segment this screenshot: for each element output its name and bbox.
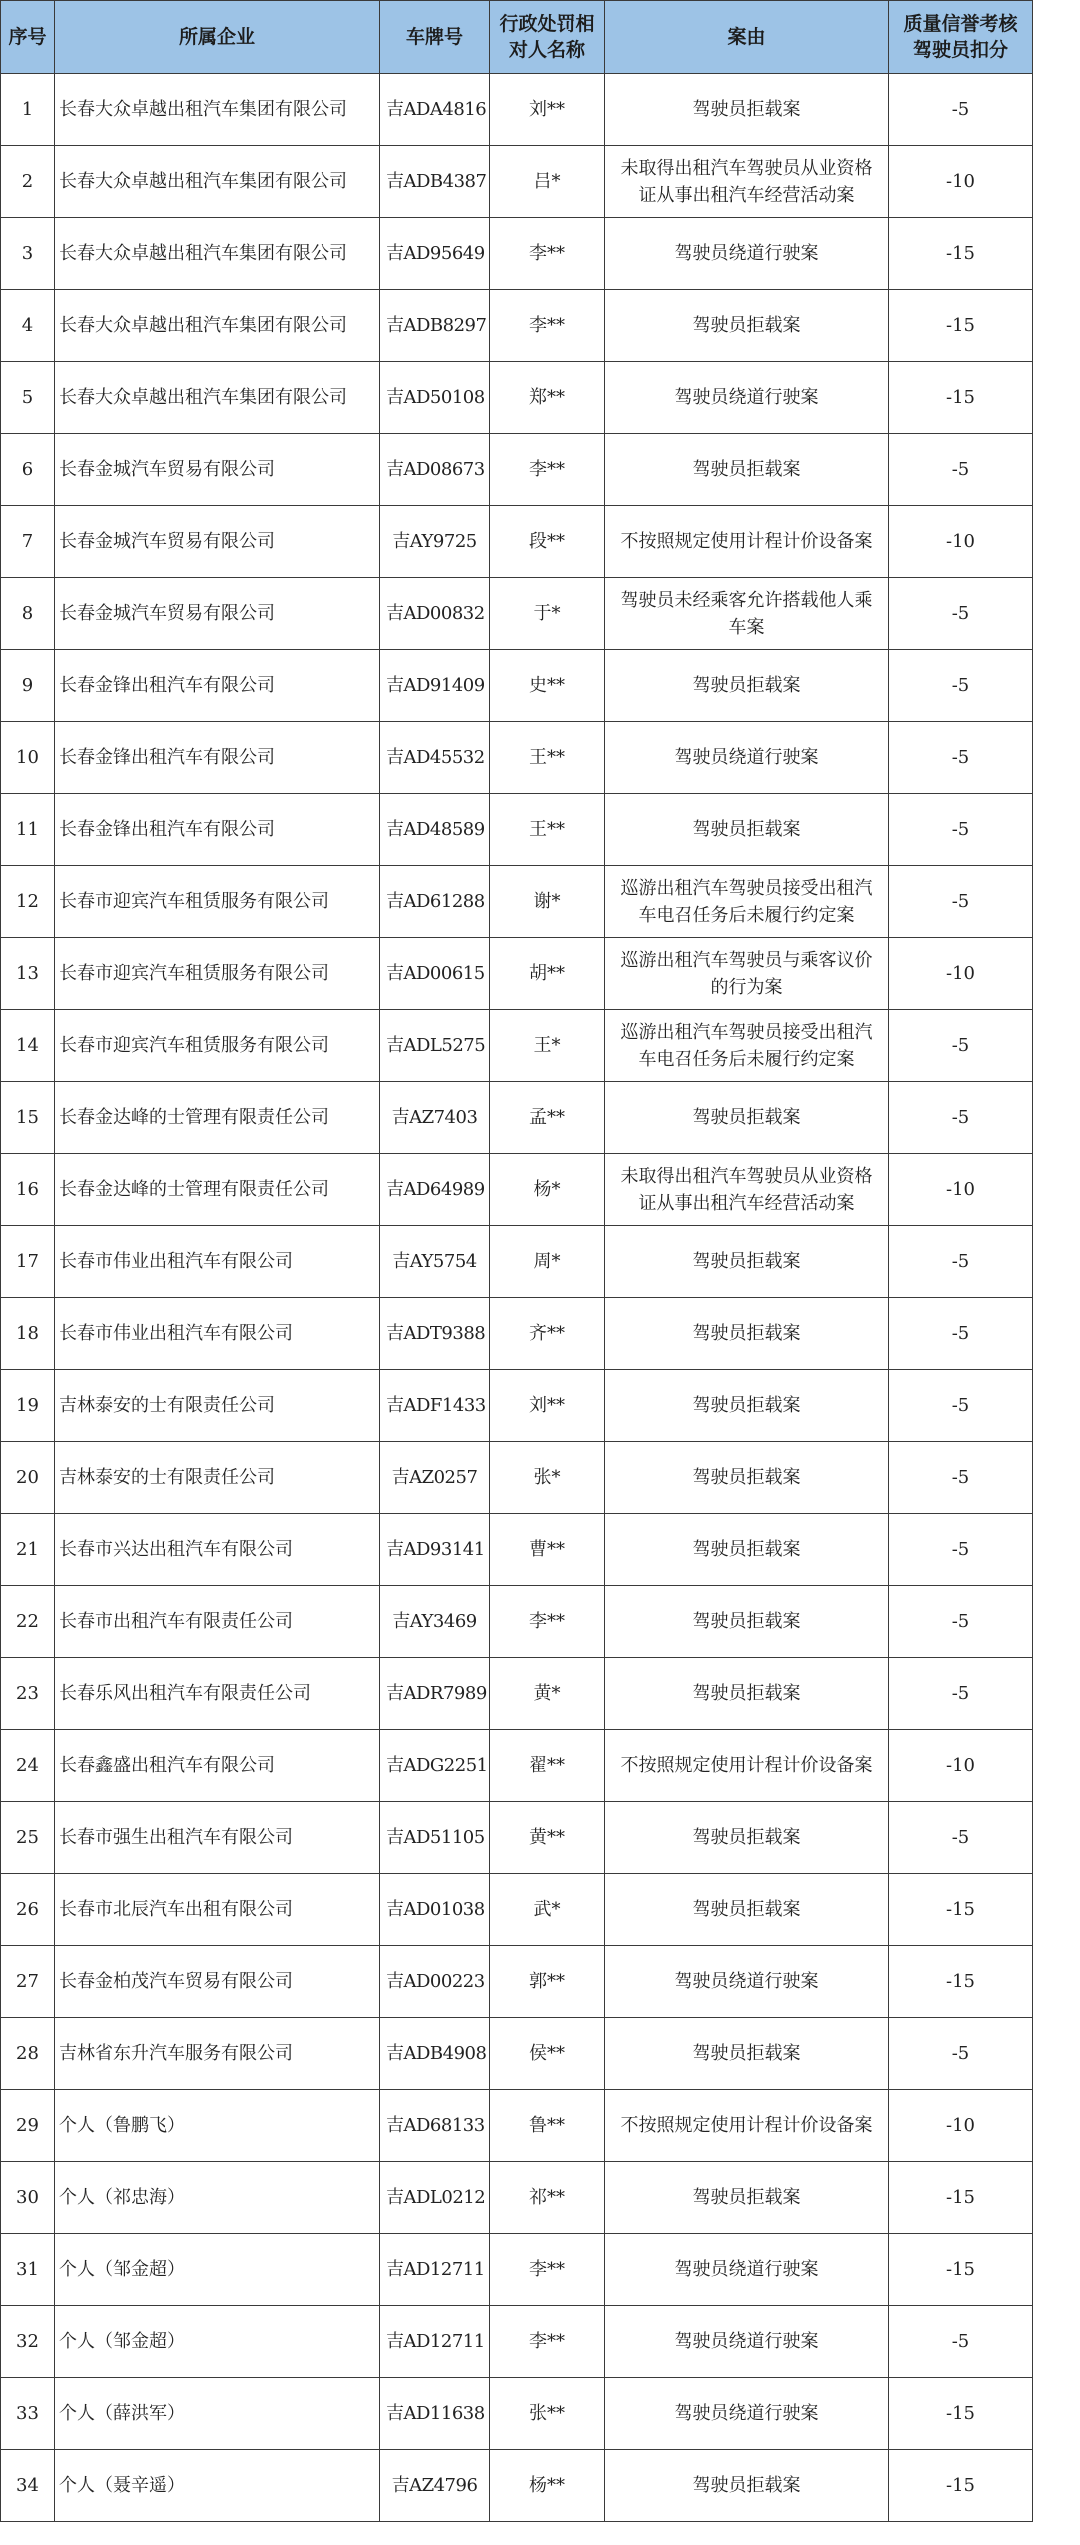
company-name: 长春金锋出租汽车有限公司: [55, 794, 380, 866]
case-reason: 驾驶员拒载案: [605, 1298, 889, 1370]
table-row: [1, 506, 1033, 578]
deduction-points: -5: [889, 1658, 1033, 1730]
deduction-points: -15: [889, 362, 1033, 434]
row-index: 30: [1, 2162, 55, 2234]
plate-number: 吉AD93141: [380, 1514, 490, 1586]
company-name: 个人（邹金超）: [55, 2234, 380, 2306]
party-name: 杨*: [490, 1154, 605, 1226]
party-name: 王*: [490, 1010, 605, 1082]
company-name: 长春市出租汽车有限责任公司: [55, 1586, 380, 1658]
party-name: 祁**: [490, 2162, 605, 2234]
plate-number: 吉AD00615: [380, 938, 490, 1010]
table-row: [1, 1370, 1033, 1442]
table-row: [1, 2234, 1033, 2306]
company-name: 长春金城汽车贸易有限公司: [55, 434, 380, 506]
plate-number: 吉AD45532: [380, 722, 490, 794]
table-row: [1, 650, 1033, 722]
plate-number: 吉AY5754: [380, 1226, 490, 1298]
deduction-points: -5: [889, 1010, 1033, 1082]
case-reason: 驾驶员绕道行驶案: [605, 2234, 889, 2306]
plate-number: 吉AZ7403: [380, 1082, 490, 1154]
deduction-points: -5: [889, 1370, 1033, 1442]
table-row: [1, 2162, 1033, 2234]
party-name: 于*: [490, 578, 605, 650]
plate-number: 吉AD00832: [380, 578, 490, 650]
company-name: 长春金城汽车贸易有限公司: [55, 506, 380, 578]
company-name: 长春大众卓越出租汽车集团有限公司: [55, 74, 380, 146]
company-name: 长春市伟业出租汽车有限公司: [55, 1298, 380, 1370]
row-index: 15: [1, 1082, 55, 1154]
case-reason: 驾驶员绕道行驶案: [605, 218, 889, 290]
party-name: 武*: [490, 1874, 605, 1946]
row-index: 16: [1, 1154, 55, 1226]
row-index: 17: [1, 1226, 55, 1298]
case-reason: 驾驶员拒载案: [605, 2450, 889, 2522]
party-name: 侯**: [490, 2018, 605, 2090]
party-name: 李**: [490, 434, 605, 506]
table-row: [1, 1946, 1033, 2018]
deduction-points: -5: [889, 1226, 1033, 1298]
table-row: [1, 578, 1033, 650]
table-row: [1, 2306, 1033, 2378]
header-party: 行政处罚相对人名称: [490, 1, 605, 74]
deduction-points: -5: [889, 866, 1033, 938]
case-reason: 未取得出租汽车驾驶员从业资格证从事出租汽车经营活动案: [605, 1154, 889, 1226]
row-index: 12: [1, 866, 55, 938]
table-row: [1, 2018, 1033, 2090]
table-row: [1, 722, 1033, 794]
party-name: 杨**: [490, 2450, 605, 2522]
table-row: [1, 290, 1033, 362]
deduction-points: -5: [889, 578, 1033, 650]
company-name: 长春金达峰的士管理有限责任公司: [55, 1154, 380, 1226]
table-row: [1, 146, 1033, 218]
case-reason: 驾驶员拒载案: [605, 1514, 889, 1586]
case-reason: 巡游出租汽车驾驶员接受出租汽车电召任务后未履行约定案: [605, 1010, 889, 1082]
row-index: 10: [1, 722, 55, 794]
plate-number: 吉AZ0257: [380, 1442, 490, 1514]
row-index: 32: [1, 2306, 55, 2378]
party-name: 李**: [490, 2306, 605, 2378]
company-name: 吉林泰安的士有限责任公司: [55, 1442, 380, 1514]
table-row: [1, 938, 1033, 1010]
case-reason: 驾驶员未经乘客允许搭载他人乘车案: [605, 578, 889, 650]
row-index: 18: [1, 1298, 55, 1370]
deduction-points: -15: [889, 290, 1033, 362]
table-row: [1, 866, 1033, 938]
deduction-points: -5: [889, 650, 1033, 722]
table-row: [1, 2378, 1033, 2450]
party-name: 黄*: [490, 1658, 605, 1730]
party-name: 刘**: [490, 1370, 605, 1442]
case-reason: 驾驶员拒载案: [605, 2162, 889, 2234]
plate-number: 吉AD50108: [380, 362, 490, 434]
plate-number: 吉AD68133: [380, 2090, 490, 2162]
plate-number: 吉ADG2251: [380, 1730, 490, 1802]
row-index: 25: [1, 1802, 55, 1874]
row-index: 29: [1, 2090, 55, 2162]
party-name: 鲁**: [490, 2090, 605, 2162]
table-row: [1, 1730, 1033, 1802]
case-reason: 驾驶员拒载案: [605, 1442, 889, 1514]
party-name: 李**: [490, 290, 605, 362]
table-row: [1, 1658, 1033, 1730]
company-name: 长春乐风出租汽车有限责任公司: [55, 1658, 380, 1730]
company-name: 个人（邹金超）: [55, 2306, 380, 2378]
plate-number: 吉ADT9388: [380, 1298, 490, 1370]
header-plate: 车牌号: [380, 1, 490, 74]
table-row: [1, 362, 1033, 434]
company-name: 长春鑫盛出租汽车有限公司: [55, 1730, 380, 1802]
party-name: 翟**: [490, 1730, 605, 1802]
deduction-points: -5: [889, 74, 1033, 146]
header-reason: 案由: [605, 1, 889, 74]
case-reason: 驾驶员拒载案: [605, 1082, 889, 1154]
header-index: 序号: [1, 1, 55, 74]
row-index: 7: [1, 506, 55, 578]
table-row: [1, 2090, 1033, 2162]
table-row: [1, 1226, 1033, 1298]
row-index: 26: [1, 1874, 55, 1946]
party-name: 段**: [490, 506, 605, 578]
row-index: 19: [1, 1370, 55, 1442]
plate-number: 吉AD12711: [380, 2234, 490, 2306]
plate-number: 吉AD12711: [380, 2306, 490, 2378]
case-reason: 驾驶员拒载案: [605, 794, 889, 866]
case-reason: 驾驶员绕道行驶案: [605, 722, 889, 794]
table-row: [1, 1874, 1033, 1946]
company-name: 长春金锋出租汽车有限公司: [55, 722, 380, 794]
deduction-points: -5: [889, 1586, 1033, 1658]
company-name: 长春金达峰的士管理有限责任公司: [55, 1082, 380, 1154]
deduction-points: -10: [889, 2090, 1033, 2162]
case-reason: 驾驶员绕道行驶案: [605, 362, 889, 434]
row-index: 11: [1, 794, 55, 866]
company-name: 长春大众卓越出租汽车集团有限公司: [55, 218, 380, 290]
table-row: [1, 1802, 1033, 1874]
row-index: 8: [1, 578, 55, 650]
header-deduction: 质量信誉考核驾驶员扣分: [889, 1, 1033, 74]
plate-number: 吉AD01038: [380, 1874, 490, 1946]
case-reason: 驾驶员拒载案: [605, 1802, 889, 1874]
row-index: 9: [1, 650, 55, 722]
plate-number: 吉AD64989: [380, 1154, 490, 1226]
header-row: [1, 1, 1033, 74]
deduction-points: -15: [889, 2234, 1033, 2306]
row-index: 31: [1, 2234, 55, 2306]
plate-number: 吉ADA4816: [380, 74, 490, 146]
row-index: 3: [1, 218, 55, 290]
row-index: 27: [1, 1946, 55, 2018]
case-reason: 驾驶员拒载案: [605, 434, 889, 506]
party-name: 刘**: [490, 74, 605, 146]
party-name: 黄**: [490, 1802, 605, 1874]
plate-number: 吉AD08673: [380, 434, 490, 506]
table-row: [1, 434, 1033, 506]
row-index: 5: [1, 362, 55, 434]
plate-number: 吉AD48589: [380, 794, 490, 866]
party-name: 周*: [490, 1226, 605, 1298]
table-row: [1, 74, 1033, 146]
row-index: 6: [1, 434, 55, 506]
party-name: 张**: [490, 2378, 605, 2450]
deduction-points: -5: [889, 1802, 1033, 1874]
row-index: 14: [1, 1010, 55, 1082]
case-reason: 未取得出租汽车驾驶员从业资格证从事出租汽车经营活动案: [605, 146, 889, 218]
row-index: 22: [1, 1586, 55, 1658]
deduction-points: -5: [889, 794, 1033, 866]
party-name: 郭**: [490, 1946, 605, 2018]
plate-number: 吉ADF1433: [380, 1370, 490, 1442]
company-name: 长春市伟业出租汽车有限公司: [55, 1226, 380, 1298]
company-name: 长春市北辰汽车出租有限公司: [55, 1874, 380, 1946]
case-reason: 驾驶员绕道行驶案: [605, 1946, 889, 2018]
table-header: [1, 1, 1033, 74]
party-name: 郑**: [490, 362, 605, 434]
plate-number: 吉AD51105: [380, 1802, 490, 1874]
party-name: 李**: [490, 1586, 605, 1658]
deduction-points: -15: [889, 1874, 1033, 1946]
deduction-points: -5: [889, 434, 1033, 506]
table-row: [1, 218, 1033, 290]
plate-number: 吉ADR7989: [380, 1658, 490, 1730]
plate-number: 吉AD95649: [380, 218, 490, 290]
case-reason: 驾驶员拒载案: [605, 650, 889, 722]
deduction-points: -15: [889, 2162, 1033, 2234]
company-name: 长春大众卓越出租汽车集团有限公司: [55, 362, 380, 434]
company-name: 吉林泰安的士有限责任公司: [55, 1370, 380, 1442]
plate-number: 吉ADB8297: [380, 290, 490, 362]
party-name: 李**: [490, 218, 605, 290]
row-index: 4: [1, 290, 55, 362]
case-reason: 驾驶员拒载案: [605, 1370, 889, 1442]
deduction-points: -5: [889, 2306, 1033, 2378]
company-name: 长春大众卓越出租汽车集团有限公司: [55, 290, 380, 362]
table-row: [1, 1154, 1033, 1226]
party-name: 胡**: [490, 938, 605, 1010]
table-row: [1, 1298, 1033, 1370]
case-reason: 驾驶员拒载案: [605, 1658, 889, 1730]
party-name: 李**: [490, 2234, 605, 2306]
plate-number: 吉AD11638: [380, 2378, 490, 2450]
plate-number: 吉ADB4908: [380, 2018, 490, 2090]
party-name: 孟**: [490, 1082, 605, 1154]
case-reason: 不按照规定使用计程计价设备案: [605, 2090, 889, 2162]
table-row: [1, 1010, 1033, 1082]
case-reason: 驾驶员拒载案: [605, 1874, 889, 1946]
plate-number: 吉AD91409: [380, 650, 490, 722]
deduction-points: -10: [889, 1154, 1033, 1226]
table-row: [1, 1514, 1033, 1586]
deduction-points: -10: [889, 938, 1033, 1010]
case-reason: 驾驶员绕道行驶案: [605, 2378, 889, 2450]
deduction-points: -5: [889, 1298, 1033, 1370]
row-index: 21: [1, 1514, 55, 1586]
company-name: 长春市强生出租汽车有限公司: [55, 1802, 380, 1874]
deduction-points: -15: [889, 218, 1033, 290]
case-reason: 巡游出租汽车驾驶员与乘客议价的行为案: [605, 938, 889, 1010]
row-index: 1: [1, 74, 55, 146]
row-index: 23: [1, 1658, 55, 1730]
table-row: [1, 1082, 1033, 1154]
plate-number: 吉AD61288: [380, 866, 490, 938]
case-reason: 驾驶员拒载案: [605, 2018, 889, 2090]
plate-number: 吉AY9725: [380, 506, 490, 578]
party-name: 曹**: [490, 1514, 605, 1586]
plate-number: 吉ADB4387: [380, 146, 490, 218]
case-reason: 驾驶员拒载案: [605, 290, 889, 362]
deduction-points: -10: [889, 506, 1033, 578]
header-company: 所属企业: [55, 1, 380, 74]
deduction-points: -5: [889, 2018, 1033, 2090]
case-reason: 驾驶员拒载案: [605, 74, 889, 146]
deduction-points: -5: [889, 1442, 1033, 1514]
party-name: 齐**: [490, 1298, 605, 1370]
deduction-points: -10: [889, 1730, 1033, 1802]
party-name: 王**: [490, 794, 605, 866]
row-index: 2: [1, 146, 55, 218]
party-name: 张*: [490, 1442, 605, 1514]
deduction-points: -5: [889, 1514, 1033, 1586]
company-name: 吉林省东升汽车服务有限公司: [55, 2018, 380, 2090]
row-index: 20: [1, 1442, 55, 1514]
row-index: 34: [1, 2450, 55, 2522]
row-index: 33: [1, 2378, 55, 2450]
table-row: [1, 1442, 1033, 1514]
party-name: 谢*: [490, 866, 605, 938]
table-row: [1, 1586, 1033, 1658]
party-name: 史**: [490, 650, 605, 722]
party-name: 吕*: [490, 146, 605, 218]
plate-number: 吉ADL0212: [380, 2162, 490, 2234]
company-name: 长春金柏茂汽车贸易有限公司: [55, 1946, 380, 2018]
company-name: 个人（鲁鹏飞）: [55, 2090, 380, 2162]
company-name: 个人（薛洪军）: [55, 2378, 380, 2450]
deduction-points: -15: [889, 1946, 1033, 2018]
case-reason: 不按照规定使用计程计价设备案: [605, 1730, 889, 1802]
company-name: 长春市迎宾汽车租赁服务有限公司: [55, 938, 380, 1010]
company-name: 长春市兴达出租汽车有限公司: [55, 1514, 380, 1586]
case-reason: 驾驶员绕道行驶案: [605, 2306, 889, 2378]
case-reason: 驾驶员拒载案: [605, 1226, 889, 1298]
company-name: 个人（祁忠海）: [55, 2162, 380, 2234]
case-reason: 巡游出租汽车驾驶员接受出租汽车电召任务后未履行约定案: [605, 866, 889, 938]
case-reason: 驾驶员拒载案: [605, 1586, 889, 1658]
plate-number: 吉AY3469: [380, 1586, 490, 1658]
plate-number: 吉AD00223: [380, 1946, 490, 2018]
deduction-points: -15: [889, 2378, 1033, 2450]
plate-number: 吉ADL5275: [380, 1010, 490, 1082]
plate-number: 吉AZ4796: [380, 2450, 490, 2522]
row-index: 28: [1, 2018, 55, 2090]
row-index: 24: [1, 1730, 55, 1802]
case-reason: 不按照规定使用计程计价设备案: [605, 506, 889, 578]
deduction-points: -10: [889, 146, 1033, 218]
deduction-points: -5: [889, 722, 1033, 794]
company-name: 长春金城汽车贸易有限公司: [55, 578, 380, 650]
row-index: 13: [1, 938, 55, 1010]
table-body: [1, 74, 1033, 2522]
party-name: 王**: [490, 722, 605, 794]
table-row: [1, 2450, 1033, 2522]
table-row: [1, 794, 1033, 866]
company-name: 长春市迎宾汽车租赁服务有限公司: [55, 866, 380, 938]
deduction-points: -15: [889, 2450, 1033, 2522]
company-name: 长春市迎宾汽车租赁服务有限公司: [55, 1010, 380, 1082]
deduction-points: -5: [889, 1082, 1033, 1154]
company-name: 长春金锋出租汽车有限公司: [55, 650, 380, 722]
company-name: 个人（聂辛遥）: [55, 2450, 380, 2522]
company-name: 长春大众卓越出租汽车集团有限公司: [55, 146, 380, 218]
